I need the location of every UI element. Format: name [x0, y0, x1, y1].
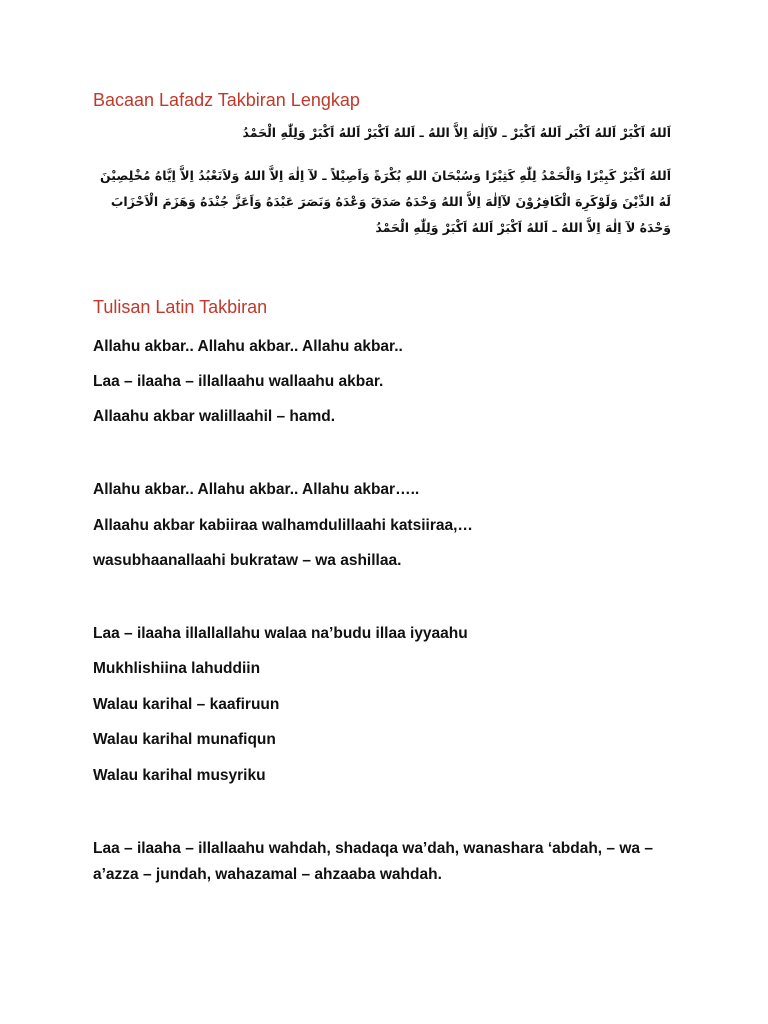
arabic-takbir-paragraph: اَللهُ اَكْبَرْ كَبِيْرًا وَالْحَمْدُ لِلّٰهِ كَثِيْرًا وَسُبْحَانَ اللهِ بُكْرَةً وَاَصِيْلاً ـ لآ اِلٰهَ اِلاَّ اللهُ وَلاَنَعْبُدُ اِلاَّ اِيَّاهُ مُخْلِصِيْنَ لَهُ الدِّيْنَ وَلَوْكَرِهَ الْكَافِرُوْنَ لآاِلٰهَ اِلاَّ اللهُ وَحْدَهُ صَدَقَ وَعْدَهُ وَنَصَرَ عَبْدَهُ وَاَعَزَّ جُنْدَهُ وَهَزَمَ الْاَحْزَابَ وَحْدَهُ لآ اِلٰهَ اِلاَّ اللهُ ـ اَللهُ اَكْبَرْ اَللهُ اَكْبَرْ وَلِلّٰهِ الْحَمْدُ — [100, 168, 671, 235]
latin-line: Allahu akbar.. Allahu akbar.. Allahu akbar.. — [93, 338, 403, 355]
document-page — [93, 0, 678, 1024]
latin-line: Laa – ilaaha illallallahu walaa na’budu illaa iyyaahu — [93, 625, 468, 642]
latin-line: Laa – ilaaha – illallaahu wallaahu akbar. — [93, 373, 384, 390]
latin-paragraph: Laa – ilaaha – illallaahu wahdah, shadaqa wa’dah, wanashara ‘abdah, – wa – a’azza – jundah, wahazamal – ahzaaba wahdah. — [93, 840, 653, 883]
latin-line: Allaahu akbar walillaahil – hamd. — [93, 408, 336, 425]
latin-line: Walau karihal musyriku — [93, 767, 266, 784]
latin-line: Walau karihal – kaafiruun — [93, 696, 280, 713]
latin-line: wasubhaanallaahi bukrataw – wa ashillaa. — [93, 552, 402, 569]
arabic-takbir-line: اَللهُ اَكْبَرْ اَللهُ اَكْبَر اَللهُ اَكْبَرْ ـ لآاِلٰهَ اِلاَّ اللهُ ـ اَللهُ اَكْبَرْ اَللهُ اَكْبَرْ وَلِلّٰهِ الْحَمْدُ — [242, 125, 671, 140]
latin-line: Allaahu akbar kabiiraa walhamdulillaahi katsiiraa,… — [93, 517, 473, 534]
latin-line: Walau karihal munafiqun — [93, 731, 276, 748]
latin-line: Allahu akbar.. Allahu akbar.. Allahu akbar….. — [93, 481, 420, 498]
heading-bacaan-lafadz: Bacaan Lafadz Takbiran Lengkap — [93, 90, 360, 110]
latin-line: Mukhlishiina lahuddiin — [93, 660, 261, 677]
heading-tulisan-latin: Tulisan Latin Takbiran — [93, 297, 268, 317]
